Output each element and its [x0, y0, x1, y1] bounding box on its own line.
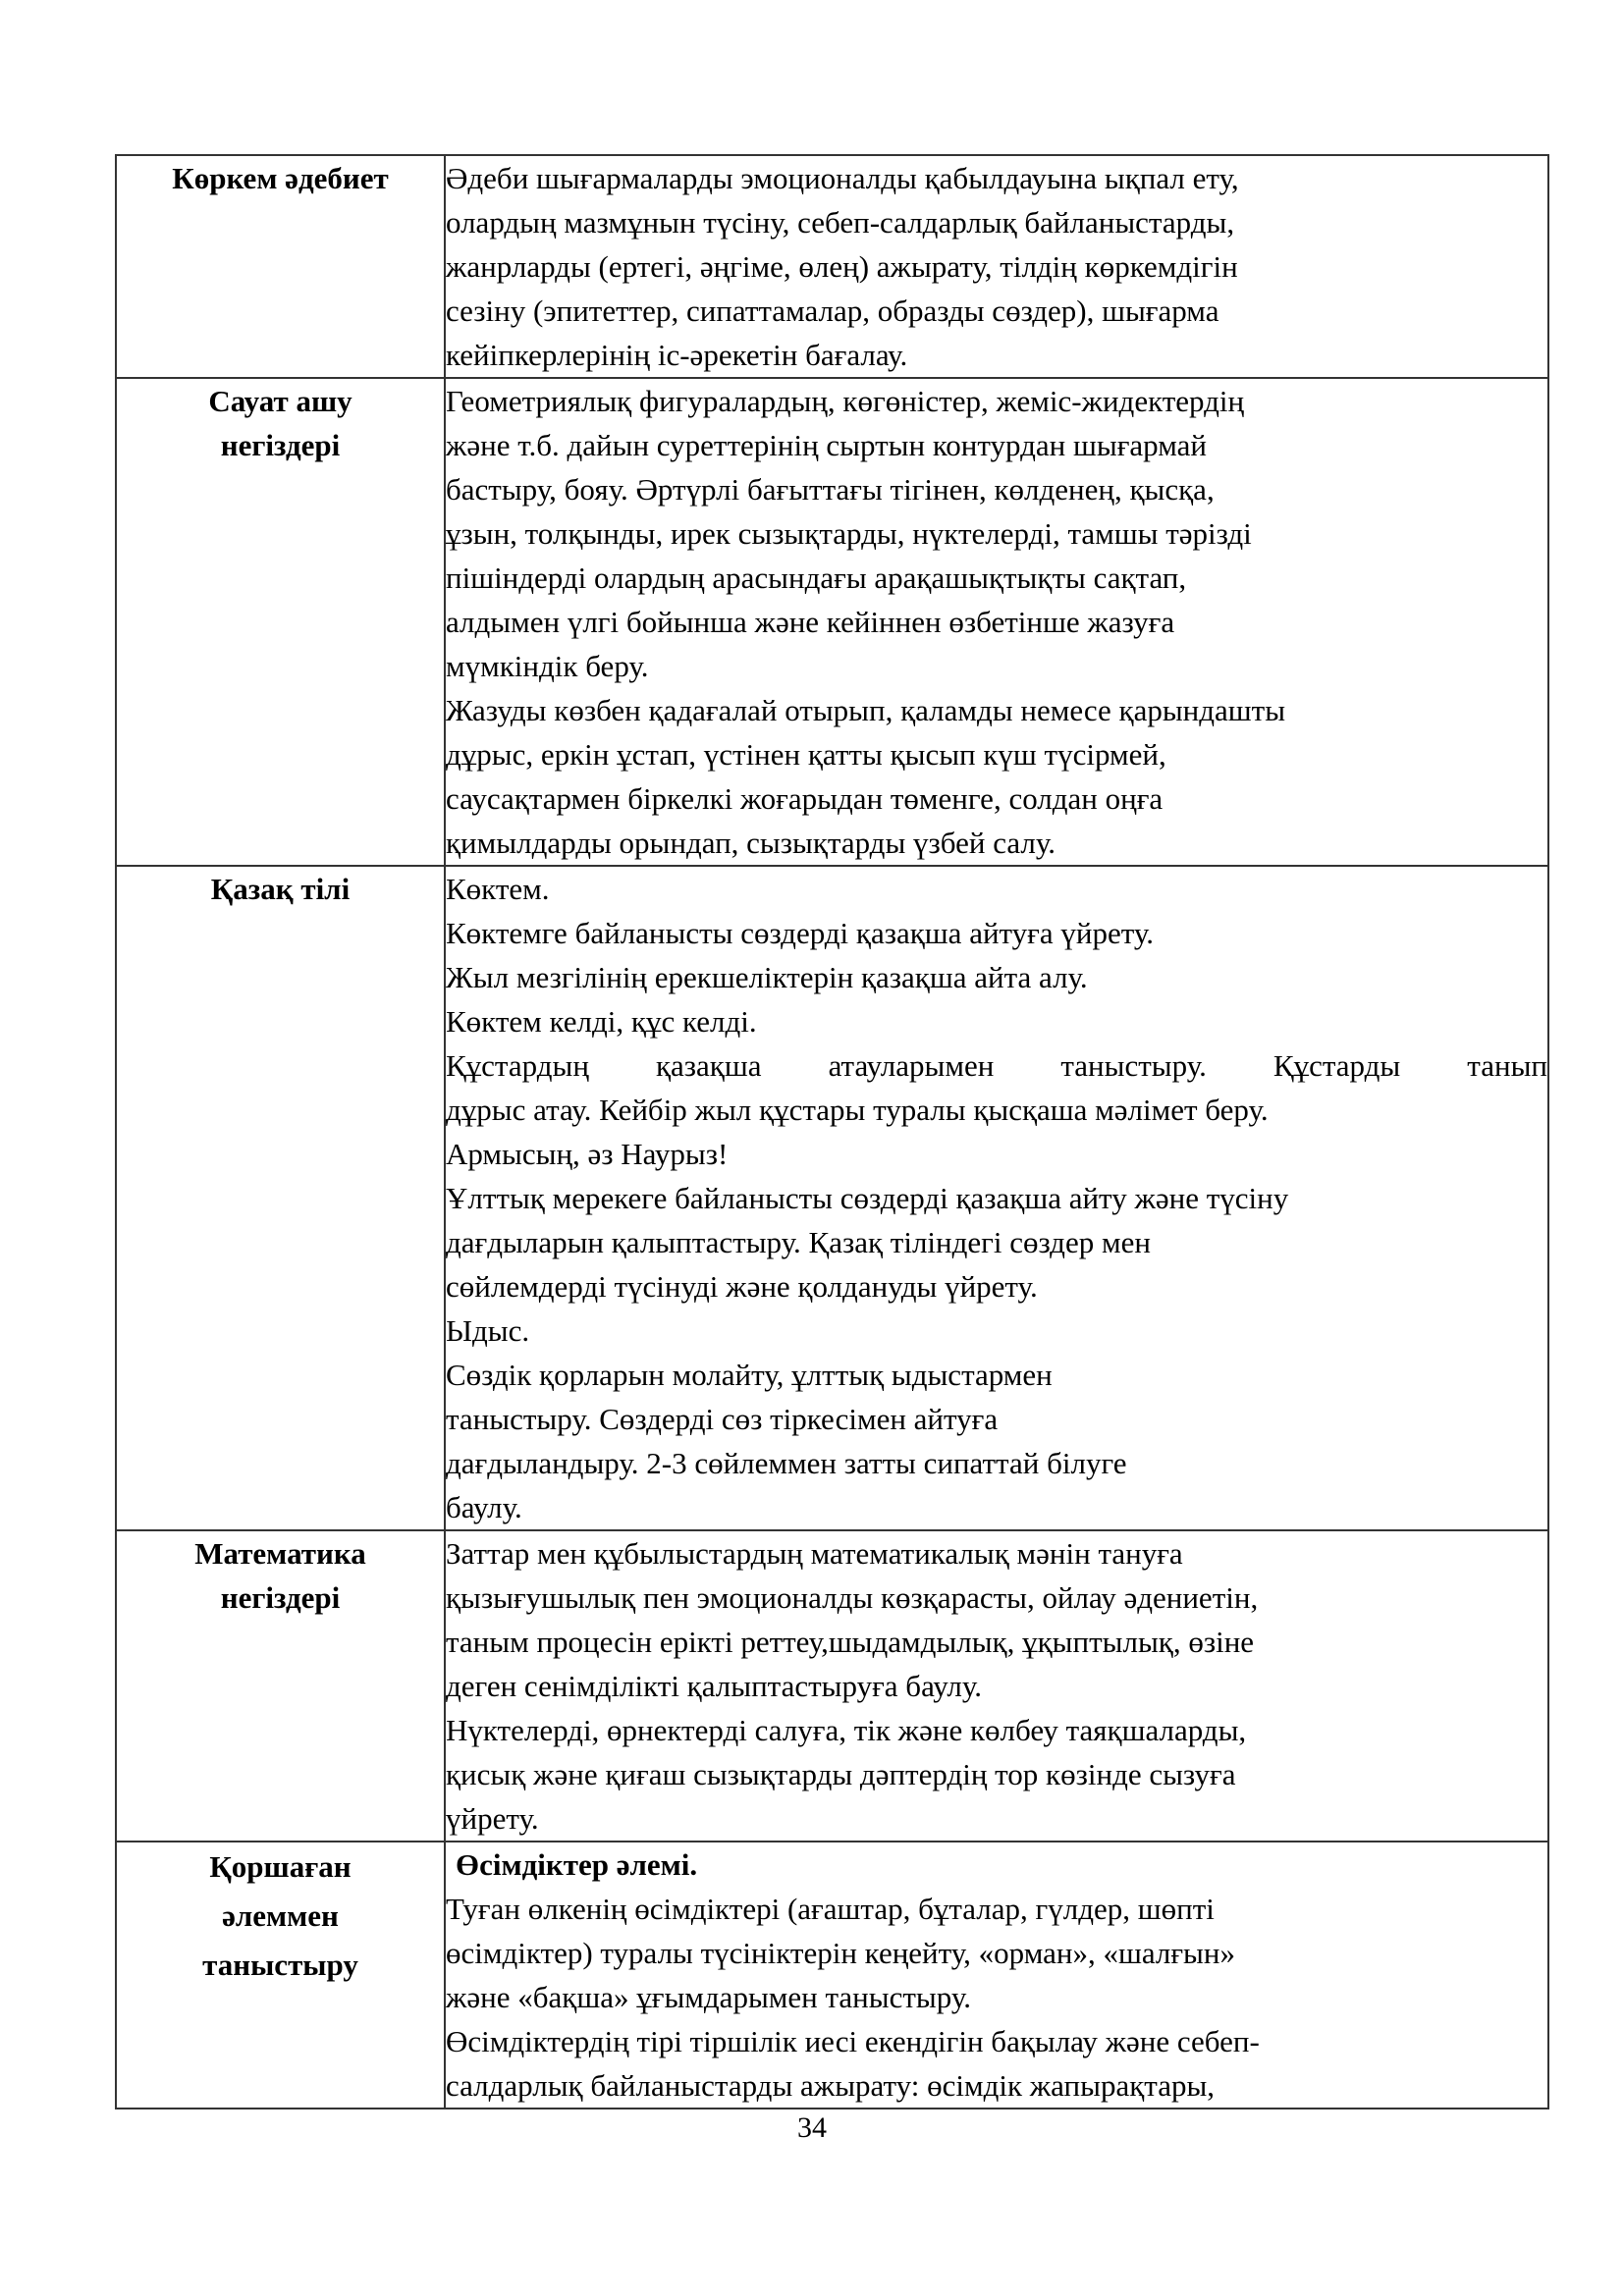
subject-label: Қазақ тілі: [210, 872, 351, 906]
content-line: олардың мазмұнын түсіну, себеп-салдарлық байланыстарды,: [446, 205, 1235, 240]
table-row: [116, 155, 1548, 378]
content-cell: [445, 866, 1548, 1530]
subject-label: Математика: [194, 1536, 366, 1571]
section-heading: Өсімдіктер әлемі.: [456, 1847, 698, 1882]
table-row: [116, 1530, 1548, 1842]
content-line: қызығушылық пен эмоционалды көзқарасты, ойлау әдениетін,: [446, 1580, 1259, 1615]
subject-label: Қоршаған: [209, 1849, 352, 1884]
subject-label: негіздері: [220, 1580, 341, 1615]
content-line: таныстыру. Сөздерді сөз тіркесімен айтуға: [446, 1402, 999, 1436]
content-line: Жазуды көзбен қадағалай отырып, қаламды немесе қарындашты: [446, 693, 1286, 727]
content-line: Өсімдіктердің тірі тіршілік иесі екендігін бақылау және себеп-: [446, 2024, 1260, 2058]
subject-label: таныстыру: [202, 1948, 358, 1982]
content-line: Туған өлкенің өсімдіктері (ағаштар, бұталар, гүлдер, шөпті: [446, 1892, 1215, 1926]
content-line: ұзын, толқынды, ирек сызықтарды, нүктелерді, тамшы тәрізді: [446, 516, 1252, 551]
content-cell: [445, 155, 1548, 378]
subject-cell: [116, 378, 445, 866]
subject-cell: [116, 1530, 445, 1842]
subject-cell: [116, 1842, 445, 2109]
content-line: өсімдіктер) туралы түсініктерін кеңейту, «орман», «шалғын»: [446, 1936, 1235, 1970]
content-line: Заттар мен құбылыстардың математикалық мәнін тануға: [446, 1536, 1183, 1571]
content-cell: [445, 1842, 1548, 2109]
subject-label: негіздері: [220, 428, 341, 462]
subject-label: Сауат ашу: [208, 384, 352, 418]
content-line: қимылдарды орындап, сызықтарды үзбей салу.: [446, 826, 1056, 860]
content-line: Сөздік қорларын молайту, ұлттық ыдыстармен: [446, 1358, 1053, 1392]
content-line: Әдеби шығармаларды эмоционалды қабылдауына ықпал ету,: [446, 161, 1239, 195]
subject-label: Көркем әдебиет: [172, 161, 389, 195]
table-row: [116, 1842, 1548, 2109]
table-row: [116, 866, 1548, 1530]
page-number: 34: [797, 2111, 827, 2144]
content-line: салдарлық байланыстарды ажырату: өсімдік жапырақтары,: [446, 2068, 1216, 2103]
curriculum-table: [115, 154, 1549, 2109]
content-line: жанрларды (ертегі, әңгіме, өлең) ажырату, тілдің көркемдігін: [446, 249, 1238, 284]
content-line: мүмкіндік беру.: [446, 649, 649, 683]
content-line: таным процесін ерікті реттеу,шыдамдылық, ұқыптылық, өзіне: [446, 1625, 1255, 1659]
content-line: және т.б. дайын суреттерінің сыртын контурдан шығармай: [446, 428, 1207, 462]
content-line: кейіпкерлерінің іс-әрекетін бағалау.: [446, 338, 908, 372]
content-line: Армысың, әз Наурыз!: [446, 1137, 729, 1171]
content-line: Көктем келді, құс келді.: [446, 1004, 757, 1039]
content-line: бастыру, бояу. Әртүрлі бағыттағы тігінен, көлденең, қысқа,: [446, 472, 1215, 507]
content-line: Ұлттық мерекеге байланысты сөздерді қазақша айту және түсіну: [446, 1181, 1289, 1215]
content-cell: [445, 378, 1548, 866]
content-line: дұрыс атау. Кейбір жыл құстары туралы қысқаша мәлімет беру.: [446, 1093, 1269, 1127]
content-line: Нүктелерді, өрнектерді салуға, тік және көлбеу таяқшаларды,: [446, 1713, 1247, 1747]
content-line: Құстардың қазақша атауларымен таныстыру. Құстарды танып: [446, 1048, 1547, 1083]
content-line: үйрету.: [446, 1801, 539, 1836]
content-line: деген сенімділікті қалыптастыруға баулу.: [446, 1669, 983, 1703]
content-line: дағдыларын қалыптастыру. Қазақ тіліндегі сөздер мен: [446, 1225, 1151, 1259]
content-line: Жыл мезгілінің ерекшеліктерін қазақша айта алу.: [446, 960, 1088, 994]
content-line: Ыдыс.: [446, 1313, 530, 1348]
table-row: [116, 378, 1548, 866]
content-line: алдымен үлгі бойынша және кейіннен өзбетінше жазуға: [446, 605, 1175, 639]
content-line: баулу.: [446, 1490, 522, 1524]
subject-cell: [116, 866, 445, 1530]
content-line: қисық және қиғаш сызықтарды дәптердің тор көзінде сызуға: [446, 1757, 1236, 1791]
content-line: Көктемге байланысты сөздерді қазақша айтуға үйрету.: [446, 916, 1155, 950]
content-line: сөйлемдерді түсінуді және қолдануды үйрету.: [446, 1269, 1038, 1304]
content-line: Геометриялық фигуралардың, көгөністер, жеміс-жидектердің: [446, 384, 1245, 418]
subject-label: әлеммен: [222, 1898, 339, 1933]
content-cell: [445, 1530, 1548, 1842]
content-line: дағдыландыру. 2-3 сөйлеммен затты сипаттай білуге: [446, 1446, 1127, 1480]
content-line: сезіну (эпитеттер, сипаттамалар, образды сөздер), шығарма: [446, 294, 1219, 328]
subject-cell: [116, 155, 445, 378]
content-line: саусақтармен біркелкі жоғарыдан төменге, солдан оңға: [446, 781, 1164, 816]
content-line: дұрыс, еркін ұстап, үстінен қатты қысып күш түсірмей,: [446, 737, 1166, 772]
content-line: Көктем.: [446, 872, 550, 906]
content-line: және «бақша» ұғымдарымен таныстыру.: [446, 1980, 971, 2014]
content-line: пішіндерді олардың арасындағы арақашықтықты сақтап,: [446, 561, 1187, 595]
